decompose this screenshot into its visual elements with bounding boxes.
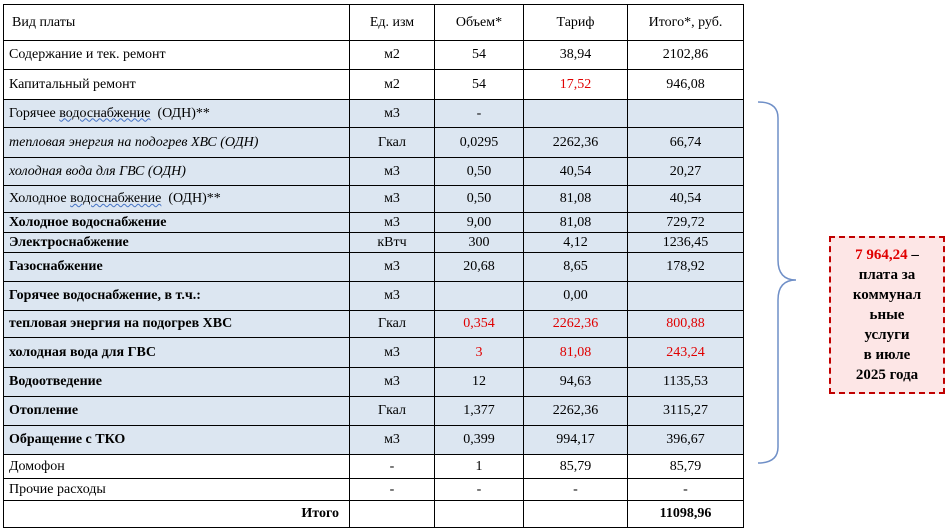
row-name — [4, 186, 350, 213]
row-volume: 1,377 — [435, 397, 524, 426]
row-volume: 300 — [435, 233, 524, 253]
row-name — [4, 100, 350, 128]
row-volume: 1 — [435, 455, 524, 479]
header-unit: Ед. изм — [350, 5, 435, 41]
row-total: 729,72 — [628, 213, 744, 233]
row-tariff — [524, 501, 628, 528]
row-name: Газоснабжение — [4, 253, 350, 282]
grand-total-value: 11098,96 — [628, 501, 744, 528]
row-tariff: 17,52 — [524, 70, 628, 100]
row-unit: Гкал — [350, 397, 435, 426]
table-row — [4, 479, 744, 501]
table-row — [4, 338, 744, 368]
row-unit: м3 — [350, 426, 435, 455]
row-unit: м3 — [350, 253, 435, 282]
row-volume: 3 — [435, 338, 524, 368]
row-total: 800,88 — [628, 311, 744, 338]
table-row — [4, 253, 744, 282]
row-tariff: 994,17 — [524, 426, 628, 455]
note-amount-line — [855, 245, 919, 265]
row-volume: - — [435, 479, 524, 501]
row-total: 66,74 — [628, 128, 744, 158]
row-unit: м3 — [350, 158, 435, 186]
row-name: Домофон — [4, 455, 350, 479]
curly-brace-icon — [756, 100, 816, 465]
table-row — [4, 158, 744, 186]
row-unit: м3 — [350, 282, 435, 311]
row-name: Горячее водоснабжение, в т.ч.: — [4, 282, 350, 311]
row-volume: 0,354 — [435, 311, 524, 338]
row-volume: 9,00 — [435, 213, 524, 233]
row-unit: м3 — [350, 100, 435, 128]
table-row — [4, 455, 744, 479]
row-volume: 0,399 — [435, 426, 524, 455]
note-line: 2025 года — [855, 367, 919, 383]
row-unit: Гкал — [350, 128, 435, 158]
row-unit: м3 — [350, 213, 435, 233]
row-tariff — [524, 100, 628, 128]
row-name: тепловая энергия на подогрев ХВС (ОДН) — [4, 128, 350, 158]
row-name-part: Горячее — [9, 105, 60, 121]
row-volume: 0,50 — [435, 186, 524, 213]
row-unit — [350, 501, 435, 528]
row-unit: - — [350, 479, 435, 501]
row-total: 243,24 — [628, 338, 744, 368]
row-total: 396,67 — [628, 426, 744, 455]
row-volume: - — [435, 100, 524, 128]
row-tariff: 94,63 — [524, 368, 628, 397]
row-total: 1236,45 — [628, 233, 744, 253]
row-name: Отопление — [4, 397, 350, 426]
row-tariff: 2262,36 — [524, 311, 628, 338]
table-total-row — [4, 501, 744, 528]
row-unit: м2 — [350, 70, 435, 100]
row-tariff: - — [524, 479, 628, 501]
row-volume: 20,68 — [435, 253, 524, 282]
table-row — [4, 233, 744, 253]
row-total: 178,92 — [628, 253, 744, 282]
row-volume: 0,0295 — [435, 128, 524, 158]
table-row — [4, 128, 744, 158]
row-total: 40,54 — [628, 186, 744, 213]
note-amount: 7 964,24 — [855, 247, 908, 263]
row-volume: 54 — [435, 70, 524, 100]
row-unit: Гкал — [350, 311, 435, 338]
table-row — [4, 213, 744, 233]
row-name: Обращение с ТКО — [4, 426, 350, 455]
row-total: 2102,86 — [628, 41, 744, 70]
note-line: ьные — [869, 307, 905, 323]
row-name-spellcheck: водоснабжение — [59, 105, 151, 121]
row-total — [628, 100, 744, 128]
row-tariff: 81,08 — [524, 213, 628, 233]
row-tariff: 2262,36 — [524, 128, 628, 158]
row-total: 3115,27 — [628, 397, 744, 426]
header-volume: Объем* — [435, 5, 524, 41]
row-total: 85,79 — [628, 455, 744, 479]
header-tariff: Тариф — [524, 5, 628, 41]
note-line: в июле — [863, 347, 911, 363]
note-dash: – — [907, 247, 919, 263]
row-unit: м3 — [350, 368, 435, 397]
header-payment-type: Вид платы — [4, 5, 350, 41]
row-name: холодная вода для ГВС (ОДН) — [4, 158, 350, 186]
table-row — [4, 426, 744, 455]
row-name-part: (ОДН)** — [150, 105, 210, 121]
row-total: 1135,53 — [628, 368, 744, 397]
row-name: Капитальный ремонт — [4, 70, 350, 100]
note-line: плата за — [858, 267, 916, 283]
note-line: коммунал — [852, 287, 922, 303]
row-name: тепловая энергия на подогрев ХВС — [4, 311, 350, 338]
table-row — [4, 311, 744, 338]
row-name: Водоотведение — [4, 368, 350, 397]
utility-bill-table — [3, 4, 744, 528]
row-unit: м2 — [350, 41, 435, 70]
row-volume: 12 — [435, 368, 524, 397]
row-tariff: 4,12 — [524, 233, 628, 253]
row-tariff: 81,08 — [524, 186, 628, 213]
row-name: Холодное водоснабжение — [4, 213, 350, 233]
row-total: 20,27 — [628, 158, 744, 186]
row-volume: 54 — [435, 41, 524, 70]
table-row — [4, 41, 744, 70]
row-name: Прочие расходы — [4, 479, 350, 501]
row-unit: м3 — [350, 186, 435, 213]
row-name-part: Холодное — [9, 191, 71, 206]
row-tariff: 40,54 — [524, 158, 628, 186]
row-total — [628, 282, 744, 311]
row-tariff: 85,79 — [524, 455, 628, 479]
table-row — [4, 368, 744, 397]
table-row — [4, 282, 744, 311]
row-unit: - — [350, 455, 435, 479]
total-label: Итого — [4, 501, 350, 528]
table-row — [4, 186, 744, 213]
table-header-row — [4, 5, 744, 41]
row-total: - — [628, 479, 744, 501]
header-total: Итого*, руб. — [628, 5, 744, 41]
row-name-part: (ОДН)** — [161, 191, 221, 206]
row-volume: 0,50 — [435, 158, 524, 186]
row-tariff: 81,08 — [524, 338, 628, 368]
row-unit: кВтч — [350, 233, 435, 253]
row-tariff: 2262,36 — [524, 397, 628, 426]
row-name-spellcheck: водоснабжение — [70, 191, 162, 206]
table-row — [4, 397, 744, 426]
row-total: 946,08 — [628, 70, 744, 100]
utility-summary-note — [829, 236, 945, 394]
row-name: холодная вода для ГВС — [4, 338, 350, 368]
row-volume — [435, 501, 524, 528]
row-tariff: 8,65 — [524, 253, 628, 282]
row-unit: м3 — [350, 338, 435, 368]
table-row — [4, 70, 744, 100]
row-volume — [435, 282, 524, 311]
row-tariff: 0,00 — [524, 282, 628, 311]
row-name: Содержание и тек. ремонт — [4, 41, 350, 70]
table-row — [4, 100, 744, 128]
row-tariff: 38,94 — [524, 41, 628, 70]
note-line: услуги — [864, 327, 910, 343]
row-name: Электроснабжение — [4, 233, 350, 253]
